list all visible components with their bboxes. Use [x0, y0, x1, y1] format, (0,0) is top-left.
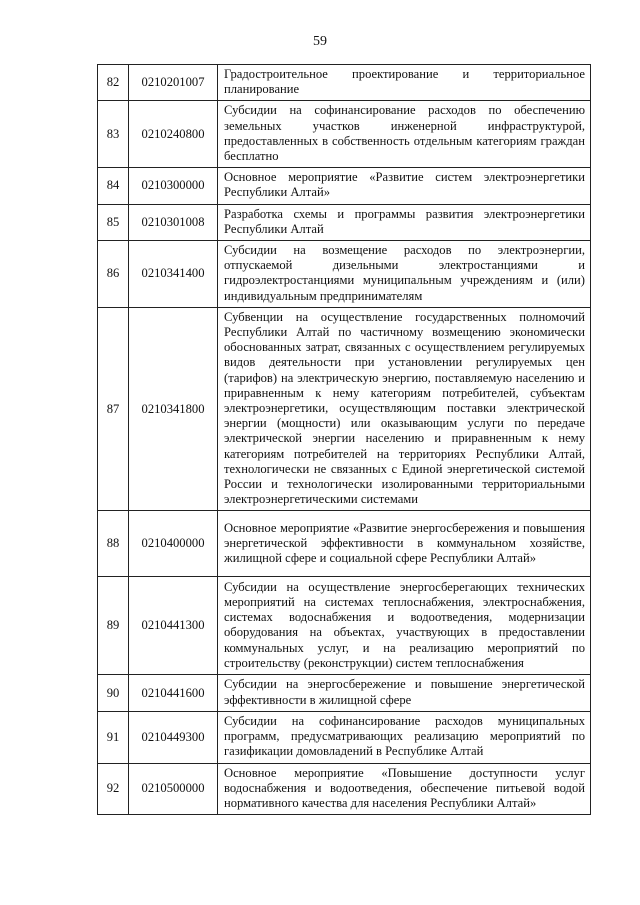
table-row	[98, 101, 591, 168]
row-number: 84	[98, 168, 129, 204]
row-description: Градостроительное проектирование и территориальное планирование	[218, 65, 591, 101]
table-row	[98, 168, 591, 204]
row-description: Субсидии на софинансирование расходов муниципальных программ, предусматривающих реализацию мероприятий по газификации домовладений в Республике Алтай	[218, 711, 591, 763]
row-number: 88	[98, 511, 129, 577]
row-code: 0210341800	[129, 307, 218, 511]
row-code: 0210400000	[129, 511, 218, 577]
table-row	[98, 577, 591, 675]
page-number: 59	[313, 34, 327, 49]
row-code: 0210449300	[129, 711, 218, 763]
row-description: Субсидии на возмещение расходов по электроэнергии, отпускаемой дизельными электростанциями и гидроэлектростанциями муниципальным учреждениям и (или) индивидуальным предпринимателям	[218, 241, 591, 308]
row-code: 0210300000	[129, 168, 218, 204]
row-description: Субсидии на осуществление энергосберегающих технических мероприятий на системах теплоснабжения, электроснабжения, системах водоснабжения и водоотведения, модернизации оборудования на объектах, участвующих в предоставлении коммунальных услуг, и на реализацию мероприятий по строительству (реконструкции) систем теплоснабжения	[218, 577, 591, 675]
table-row	[98, 241, 591, 308]
row-description: Основное мероприятие «Повышение доступности услуг водоснабжения и водоотведения, обеспечение питьевой водой нормативного качества для населения Республики Алтай»	[218, 763, 591, 815]
row-number: 91	[98, 711, 129, 763]
budget-classification-table	[97, 64, 591, 815]
row-description: Субсидии на энергосбережение и повышение энергетической эффективности в жилищной сфере	[218, 675, 591, 711]
row-description: Разработка схемы и программы развития электроэнергетики Республики Алтай	[218, 204, 591, 240]
row-number: 85	[98, 204, 129, 240]
row-number: 90	[98, 675, 129, 711]
table-row	[98, 763, 591, 815]
row-description: Основное мероприятие «Развитие систем электроэнергетики Республики Алтай»	[218, 168, 591, 204]
row-code: 0210441300	[129, 577, 218, 675]
row-code: 0210240800	[129, 101, 218, 168]
row-description: Субсидии на софинансирование расходов по обеспечению земельных участков инженерной инфраструктурой, предоставленных в собственность отдельным категориям граждан бесплатно	[218, 101, 591, 168]
row-number: 82	[98, 65, 129, 101]
row-code: 0210341400	[129, 241, 218, 308]
row-code: 0210201007	[129, 65, 218, 101]
row-code: 0210441600	[129, 675, 218, 711]
table-row	[98, 65, 591, 101]
table-row	[98, 204, 591, 240]
table-row	[98, 307, 591, 511]
table-row	[98, 675, 591, 711]
row-description: Основное мероприятие «Развитие энергосбережения и повышения энергетической эффективности в коммунальном хозяйстве, жилищной сфере и социальной сфере Республики Алтай»	[218, 511, 591, 577]
table-row	[98, 711, 591, 763]
table-row	[98, 511, 591, 577]
row-number: 87	[98, 307, 129, 511]
row-description: Субвенции на осуществление государственных полномочий Республики Алтай по частичному возмещению экономически обоснованных затрат, связанных с осуществлением регулируемых видов деятельности при установлении регулируемых цен (тарифов) на электрическую энергию, поставляемую населению и приравненным к нему категориям потребителей, субъектам электроэнергетики, осуществляющим поставки электрической энергии (мощности) или оказывающим услуги по передаче электрической энергии населению и приравненным к нему категориям потребителей на территориях Республики Алтай, технологически не связанных с Единой энергетической системой России и технологически изолированными территориальными электроэнергетическими системами	[218, 307, 591, 511]
row-code: 0210301008	[129, 204, 218, 240]
row-number: 89	[98, 577, 129, 675]
row-number: 83	[98, 101, 129, 168]
row-number: 92	[98, 763, 129, 815]
row-number: 86	[98, 241, 129, 308]
row-code: 0210500000	[129, 763, 218, 815]
